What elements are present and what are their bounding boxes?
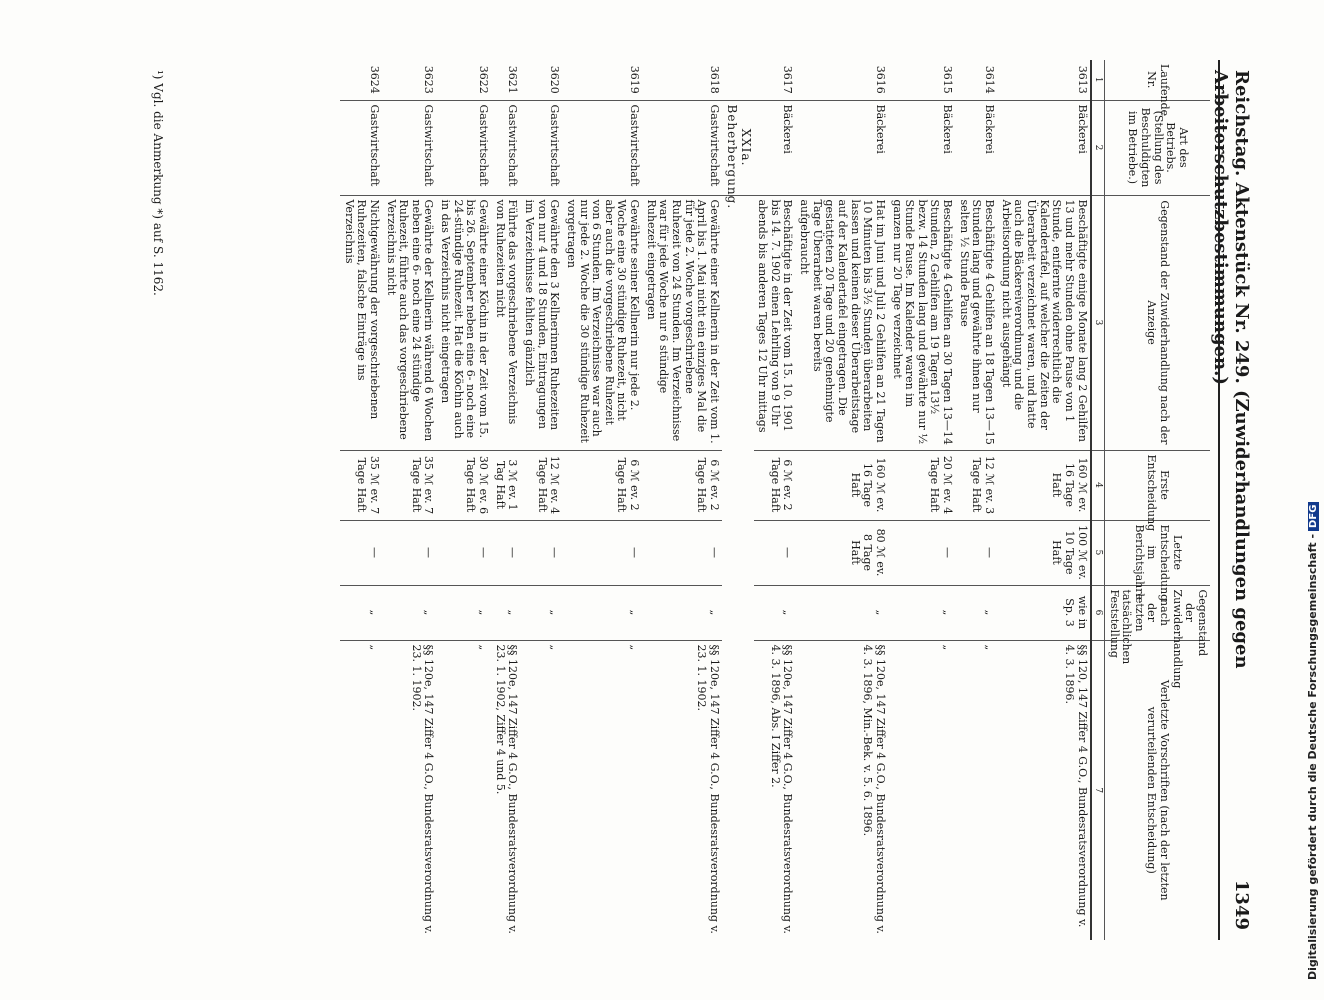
row-letzte: — <box>888 520 955 585</box>
row-erste: 12 ℳ ev. 4 Tage Haft <box>520 450 562 520</box>
row-letzte: — <box>436 520 491 585</box>
row-letzte: — <box>955 520 997 585</box>
header-rule <box>1218 60 1220 940</box>
page-title: Reichstag. Aktenstück Nr. 249. (Zuwiderhandlungen gegen Arbeiterschutzbestimmungen.) <box>1210 70 1252 669</box>
section-spacer <box>722 60 754 100</box>
row-gegenstand: Nichtgewährung der vorgeschriebenen Ruhezeiten, falsche Einträge ins Verzeichnis <box>340 195 382 450</box>
table-row <box>562 60 642 940</box>
row-art: Bäckerei <box>795 100 887 195</box>
col-header-art: Art des Betriebs. (Stellung des Beschuldigten im Betriebe.) <box>1104 100 1210 195</box>
row-gegenstand: Gewährte seiner Kellnerin nur jede 2. Woche eine 30 stündige Ruhezeit, nicht aber auch die vorgeschriebene Ruhezeit von 6 Stunden. Im Verzeichnisse war auch nur jede 2. Woche die 30 stündige Ruhezeit vorgetragen <box>562 195 642 450</box>
row-number: 3621 <box>491 60 520 100</box>
column-number: 3 <box>1091 195 1105 450</box>
row-art: Gastwirtschaft <box>340 100 382 195</box>
table-row <box>754 60 796 940</box>
row-vorschriften: „ <box>477 644 491 651</box>
row-number: 3614 <box>955 60 997 100</box>
row-vorschriften: „ <box>941 644 955 651</box>
row-feststellung: „ <box>520 585 562 640</box>
row-gegenstand: Gewährte der Kellnerin während 6 Wochen neben eine 6- noch eine 24 stündige Ruhezeit, führte auch das vorgeschriebene Verzeichnis nicht <box>382 195 437 450</box>
table-row <box>340 60 382 940</box>
section-heading-row <box>722 60 754 940</box>
row-feststellung: „ <box>491 585 520 640</box>
digitization-note <box>1306 30 1319 980</box>
dfg-logo: DFG <box>1308 502 1319 531</box>
column-number: 4 <box>1091 450 1105 520</box>
row-erste: 30 ℳ ev. 6 Tage Haft <box>436 450 491 520</box>
row-feststellung: „ <box>436 585 491 640</box>
row-vorschriften: §§ 120e, 147 Ziffer 4 G.O., Bundesratsverordnung v. 23. 1. 1902. <box>409 644 436 934</box>
row-erste: 12 ℳ ev. 3 Tage Haft <box>955 450 997 520</box>
row-gegenstand: Beschäftigte einige Monate lang 2 Gehilfen 13 und mehr Stunden ohne Pause von 1 Stunde, entfernte widerrechtlich die Kalendertafel, auf welcher die Zeiten der Überarbeit verzeichnet waren, und hatte auch die Bäckereiverordnung und die Arbeitsordnung nicht ausgehängt <box>997 195 1090 450</box>
row-feststellung: „ <box>888 585 955 640</box>
row-letzte: — <box>491 520 520 585</box>
row-erste: 35 ℳ ev. 7 Tage Haft <box>382 450 437 520</box>
row-art: Bäckerei <box>754 100 796 195</box>
row-number: 3619 <box>562 60 642 100</box>
row-erste: 35 ℳ ev. 7 Tage Haft <box>340 450 382 520</box>
row-vorschriften: „ <box>983 644 997 651</box>
column-number: 2 <box>1091 100 1105 195</box>
row-number: 3616 <box>795 60 887 100</box>
row-letzte: — <box>642 520 722 585</box>
row-art: Bäckerei <box>888 100 955 195</box>
column-number: 1 <box>1091 60 1105 100</box>
row-feststellung: „ <box>642 585 722 640</box>
row-art: Gastwirtschaft <box>562 100 642 195</box>
col-header-vorschriften: Verletzte Vorschriften (nach der letzten verurteilenden Entscheidung) <box>1104 640 1210 940</box>
row-number: 3615 <box>888 60 955 100</box>
row-gegenstand: Beschäftigte in der Zeit vom 15. 10. 1901 bis 14. 7. 1902 einen Lehrling von 9 Uhr abends bis anderen Tages 12 Uhr mittags <box>754 195 796 450</box>
row-feststellung: „ <box>795 585 887 640</box>
row-erste: 20 ℳ ev. 4 Tage Haft <box>888 450 955 520</box>
row-erste: 160 ℳ ev. 16 Tage Haft <box>997 450 1090 520</box>
row-number: 3622 <box>436 60 491 100</box>
row-number: 3623 <box>382 60 437 100</box>
footnote: ¹) Vgl. die Anmerkung *) auf S. 1162. <box>151 70 165 296</box>
row-art: Bäckerei <box>997 100 1090 195</box>
row-number: 3617 <box>754 60 796 100</box>
row-erste: 6 ℳ ev. 2 Tage Haft <box>642 450 722 520</box>
row-feststellung: „ <box>562 585 642 640</box>
table-row <box>955 60 997 940</box>
row-letzte: 80 ℳ ev. 8 Tage Haft <box>795 520 887 585</box>
row-gegenstand: Hat im Juni und Juli 2 Gehilfen an 21 Tagen 10 Minuten bis 3½ Stunden überarbeiten lassen und keinen dieser Überarbeitstage auf der Kalendertafel eingetragen. Die gestatteten 20 Tage und 20 genehmigte Tage Überarbeit waren bereits aufgebraucht <box>795 195 887 450</box>
row-vorschriften: §§ 120e, 147 Ziffer 4 G.O., Bundesratsverordnung v. 4. 3. 1896, Abs. I Ziffer 2. <box>768 644 795 934</box>
row-art: Gastwirtschaft <box>520 100 562 195</box>
row-vorschriften: „ <box>548 644 562 651</box>
page-number: 1349 <box>1231 879 1252 930</box>
row-vorschriften: §§ 120e, 147 Ziffer 4 G.O., Bundesratsverordnung v. 4. 3. 1896, Min.-Bek. v. 5. 6. 1896. <box>861 644 887 934</box>
row-feststellung: wie in Sp. 3 <box>997 585 1090 640</box>
row-art: Gastwirtschaft <box>436 100 491 195</box>
row-erste: 6 ℳ ev. 2 Tage Haft <box>562 450 642 520</box>
column-number: 6 <box>1091 585 1105 640</box>
row-erste: 6 ℳ ev. 2 Tage Haft <box>754 450 796 520</box>
col-header-erste: Erste Entscheidung <box>1104 450 1210 520</box>
row-art: Gastwirtschaft <box>382 100 437 195</box>
table-row <box>491 60 520 940</box>
section-heading: XXIa. Beherbergung. <box>722 100 754 195</box>
row-feststellung: „ <box>340 585 382 640</box>
column-number: 5 <box>1091 520 1105 585</box>
col-header-feststellung: Gegenstand der Zuwiderhandlung nach der letzten tatsächlichen Feststellung <box>1104 585 1210 640</box>
row-gegenstand: Gewährte den 3 Kellnerinnen Ruhezeiten von nur 4 und 18 Stunden, Eintragungen im Verzeichnisse fehlten gänzlich <box>520 195 562 450</box>
row-feststellung: „ <box>955 585 997 640</box>
col-header-gegenstand: Gegenstand der Zuwiderhandlung nach der Anzeige <box>1104 195 1210 450</box>
row-gegenstand: Beschäftigte 4 Gehilfen an 18 Tagen 13—15 Stunden lang und gewährte ihnen nur selten ½ Stunde Pause <box>955 195 997 450</box>
row-vorschriften: „ <box>628 644 642 651</box>
column-number: 7 <box>1091 640 1105 940</box>
row-feststellung: „ <box>754 585 796 640</box>
table-header-row <box>1104 60 1210 940</box>
page-header <box>1210 50 1260 950</box>
row-number: 3624 <box>340 60 382 100</box>
row-vorschriften: §§ 120e, 147 Ziffer 4 G.O., Bundesratsverordnung v. 23. 1. 1902, Ziffer 4 und 5. <box>493 644 520 934</box>
table-row <box>642 60 722 940</box>
table-row <box>436 60 491 940</box>
row-letzte: — <box>382 520 437 585</box>
violations-table <box>340 60 1210 940</box>
row-letzte: — <box>754 520 796 585</box>
row-erste: 160 ℳ ev. 16 Tage Haft <box>795 450 887 520</box>
row-number: 3618 <box>642 60 722 100</box>
table-row <box>795 60 887 940</box>
row-letzte: — <box>520 520 562 585</box>
row-number: 3613 <box>997 60 1090 100</box>
row-art: Bäckerei <box>955 100 997 195</box>
row-art: Gastwirtschaft <box>642 100 722 195</box>
row-letzte: — <box>340 520 382 585</box>
row-gegenstand: Beschäftigte 4 Gehilfen an 30 Tagen 13—14 Stunden, 2 Gehilfen am 19 Tagen 13½ bezw. 14 Stunden lang und gewährte nur ½ Stunde Pause. Im Kalender waren im ganzen nur 20 Tage verzeichnet <box>888 195 955 450</box>
row-erste: 3 ℳ ev. 1 Tag Haft <box>491 450 520 520</box>
rotated-document <box>80 50 1260 950</box>
col-header-letzte: Letzte Entscheidung im Berichtsjahre <box>1104 520 1210 585</box>
row-letzte: — <box>562 520 642 585</box>
row-gegenstand: Führte das vorgeschriebene Verzeichnis von Ruhezeiten nicht <box>491 195 520 450</box>
row-vorschriften: „ <box>367 644 381 651</box>
table-row <box>888 60 955 940</box>
digitization-text: Digitalisierung gefördert durch die Deutsche Forschungsgemeinschaft - <box>1306 533 1319 980</box>
row-number: 3620 <box>520 60 562 100</box>
row-gegenstand: Gewährte einer Köchin in der Zeit vom 15. bis 26. September neben eine 6- noch eine 24-stündige Ruhezeit. Hat die Köchin auch in das Verzeichnis nicht eingetragen <box>436 195 491 450</box>
section-spacer <box>722 195 754 940</box>
table-row <box>382 60 437 940</box>
row-gegenstand: Gewährte einer Kellnerin in der Zeit vom 1. April bis 1. Mai nicht ein einziges Mal die für jede 2. Woche vorgeschriebene Ruhezeit von 24 Stunden. Im Verzeichnisse war für jede Woche nur 6 stündige Ruhezeit eingetragen <box>642 195 722 450</box>
table-row <box>997 60 1090 940</box>
col-header-nr: Laufende Nr. <box>1104 60 1210 100</box>
row-vorschriften: §§ 120, 147 Ziffer 4 G.O., Bundesratsverordnung v. 4. 3. 1896. <box>1062 644 1089 928</box>
row-feststellung: „ <box>382 585 437 640</box>
row-letzte: 100 ℳ ev. 10 Tage Haft <box>997 520 1090 585</box>
row-vorschriften: §§ 120e, 147 Ziffer 4 G.O., Bundesratsverordnung v. 23. 1. 1902. <box>695 644 721 934</box>
column-number-row <box>1091 60 1105 940</box>
table-row <box>520 60 562 940</box>
row-art: Gastwirtschaft <box>491 100 520 195</box>
